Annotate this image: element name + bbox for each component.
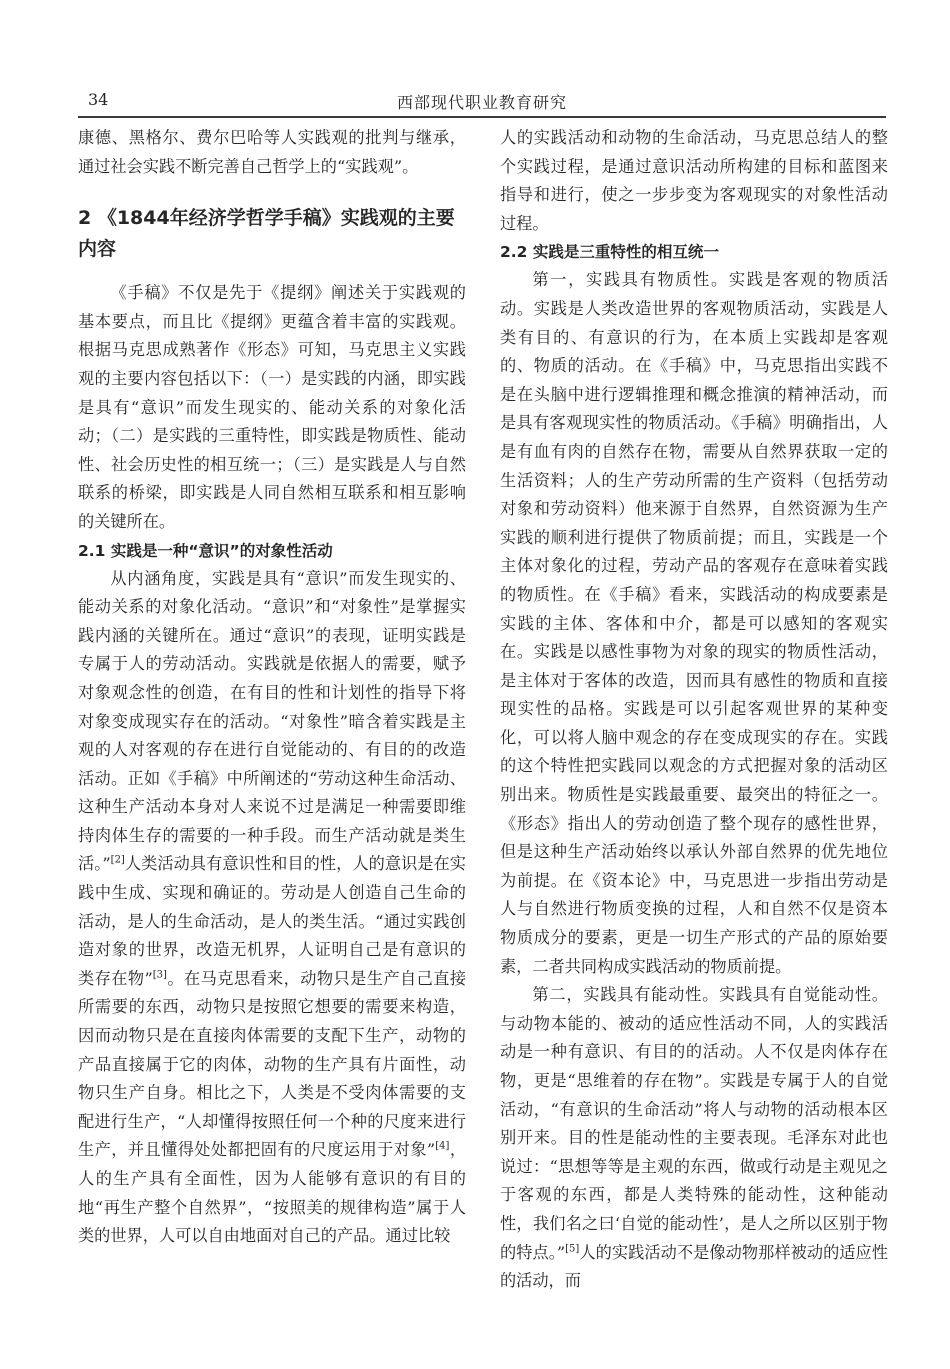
subsection-heading: 2.2 实践是三重特性的相互统一 bbox=[500, 243, 719, 262]
paragraph bbox=[78, 565, 466, 1251]
citation-ref: [3] bbox=[152, 969, 167, 981]
paragraph: 第一，实践具有物质性。实践是客观的物质活动。实践是人类改造世界的客观物质活动，实践是人类有目的、有意识的行为，在本质上实践却是客观的、物质的活动。在《手稿》中，马克思指出实践不是在头脑中进行逻辑推理和概念推演的精神活动，而是具有客观现实性的物质活动。《手稿》明确指出，人是有血有肉的自然存在物，需要从自然界获取一定的生活资料；人的生产劳动所需的生产资料（包括劳动对象和劳动资料）他来源于自然界，自然资源为生产实践的顺利进行提供了物质前提；而且，实践是一个主体对象化的过程，劳动产品的客观存在意味着实践的物质性。在《手稿》看来，实践活动的构成要素是实践的主体、客体和中介，都是可以感知的客观实在。实践是以感性事物为对象的现实的物质性活动，是主体对于客体的改造，因而具有感性的物质和直接现实性的品格。实践是可以引起客观世界的某种变化，可以将人脑中观念的存在变成现实的存在。实践的这个特性把实践同以观念的方式把握对象的活动区别出来。物质性是实践最重要、最突出的特征之一。《形态》指出人的劳动创造了整个现存的感性世界，但是这种生产活动始终以承认外部自然界的优先地位为前提。在《资本论》中，马克思进一步指出劳动是人与自然进行物质变换的过程，人和自然不仅是资本物质成分的要素，更是一切生产形式的产品的原始要素，二者共同构成实践活动的物质前提。 bbox=[500, 270, 888, 976]
paragraph-text: 从内涵角度，实践是具有“意识”而发生现实的、能动关系的对象化活动。“意识”和“对象性”是掌握实践内涵的关键所在。通过“意识”的表现，证明实践是专属于人的劳动活动。实践就是依据人的需要，赋予对象观念性的创造，在有目的性和计划性的指导下将对象变成现实存在的活动。“对象性”暗含着实践是主观的人对客观的存在进行自觉能动的、有目的的改造活动。正如《手稿》中所阐述的“劳动这种生命活动、这种生产活动本身对人来说不过是满足一种需要即维持肉体生存的需要的一种手段。而生产活动就是类生活。” bbox=[78, 568, 466, 874]
subsection-heading: 2.1 实践是一种“意识”的对象性活动 bbox=[78, 541, 333, 560]
citation-ref: [5] bbox=[565, 1243, 580, 1255]
paragraph-text: 第二，实践具有能动性。实践具有自觉能动性。与动物本能的、被动的适应性活动不同，人的实践活动是一种有意识、有目的的活动。人不仅是肉体存在物，更是“思维着的存在物”。实践是专属于人的自觉活动，“有意识的生命活动”将人与动物的活动根本区别开来。目的性是能动性的主要表现。毛泽东对此也说过：“思想等等是主观的东西，做或行动是主观见之于客观的东西，都是人类特殊的能动性，这种能动性，我们名之曰‘自觉的能动性’，是人之所以区别于物的特点。” bbox=[500, 985, 888, 1262]
citation-ref: [2] bbox=[110, 855, 125, 867]
paragraph-text: ，人的生产具有全面性，因为人能够有意识的有目的地“再生产整个自然界”，“按照美的规律构造”属于人类的世界，人可以自由地面对自己的产品。通过比较 bbox=[78, 1140, 467, 1246]
paragraph-text: 。在马克思看来，动物只是生产自己直接所需要的东西，动物只是按照它想要的需要来构造，因而动物只是在直接肉体需要的支配下生产，动物的产品直接属于它的肉体，动物的生产具有片面性，动物只生产自身。相比之下，人类是不受肉体需要的支配进行生产，“人却懂得按照任何一个种的尺度来进行生产，并且懂得处处都把固有的尺度运用于对象” bbox=[78, 968, 467, 1160]
paragraph: 人的实践活动和动物的生命活动，马克思总结人的整个实践过程，是通过意识活动所构建的目标和蓝图来指导和进行，使之一步步变为客观现实的对象性活动过程。 bbox=[500, 128, 888, 233]
paragraph bbox=[500, 981, 888, 1296]
running-header bbox=[78, 88, 886, 118]
paragraph: 《手稿》不仅是先于《提纲》阐述关于实践观的基本要点，而且比《提纲》更蕴含着丰富的实践观。根据马克思成熟著作《形态》可知，马克思主义实践观的主要内容包括以下：（一）是实践的内涵，即实践是具有“意识”而发生现实的、能动关系的对象化活动；（二）是实践的三重特性，即实践是物质性、能动性、社会历史性的相互统一；（三）是实践是人与自然联系的桥梁，即实践是人同自然相互联系和相互影响的关键所在。 bbox=[78, 283, 466, 531]
right-column bbox=[500, 124, 888, 1296]
page-number: 34 bbox=[88, 90, 109, 109]
journal-title: 西部现代职业教育研究 bbox=[396, 93, 567, 112]
citation-ref: [4] bbox=[435, 1141, 450, 1153]
paragraph: 康德、黑格尔、费尔巴哈等人实践观的批判与继承，通过社会实践不断完善自己哲学上的“实践观”。 bbox=[78, 128, 466, 176]
left-column bbox=[78, 124, 466, 1251]
paragraph-text: 人的实践活动不是像动物那样被动的适应性的活动，而 bbox=[500, 1242, 888, 1291]
section-heading: 2 《1844年经济学哲学手稿》实践观的主要内容 bbox=[78, 207, 455, 261]
paragraph-text: 人类活动具有意识性和目的性，人的意识是在实践中生成、实现和确证的。劳动是人创造自己生命的活动，是人的生命活动，是人的类生活。“通过实践创造对象的世界，改造无机界，人证明自己是有意识的类存在物” bbox=[78, 854, 466, 988]
